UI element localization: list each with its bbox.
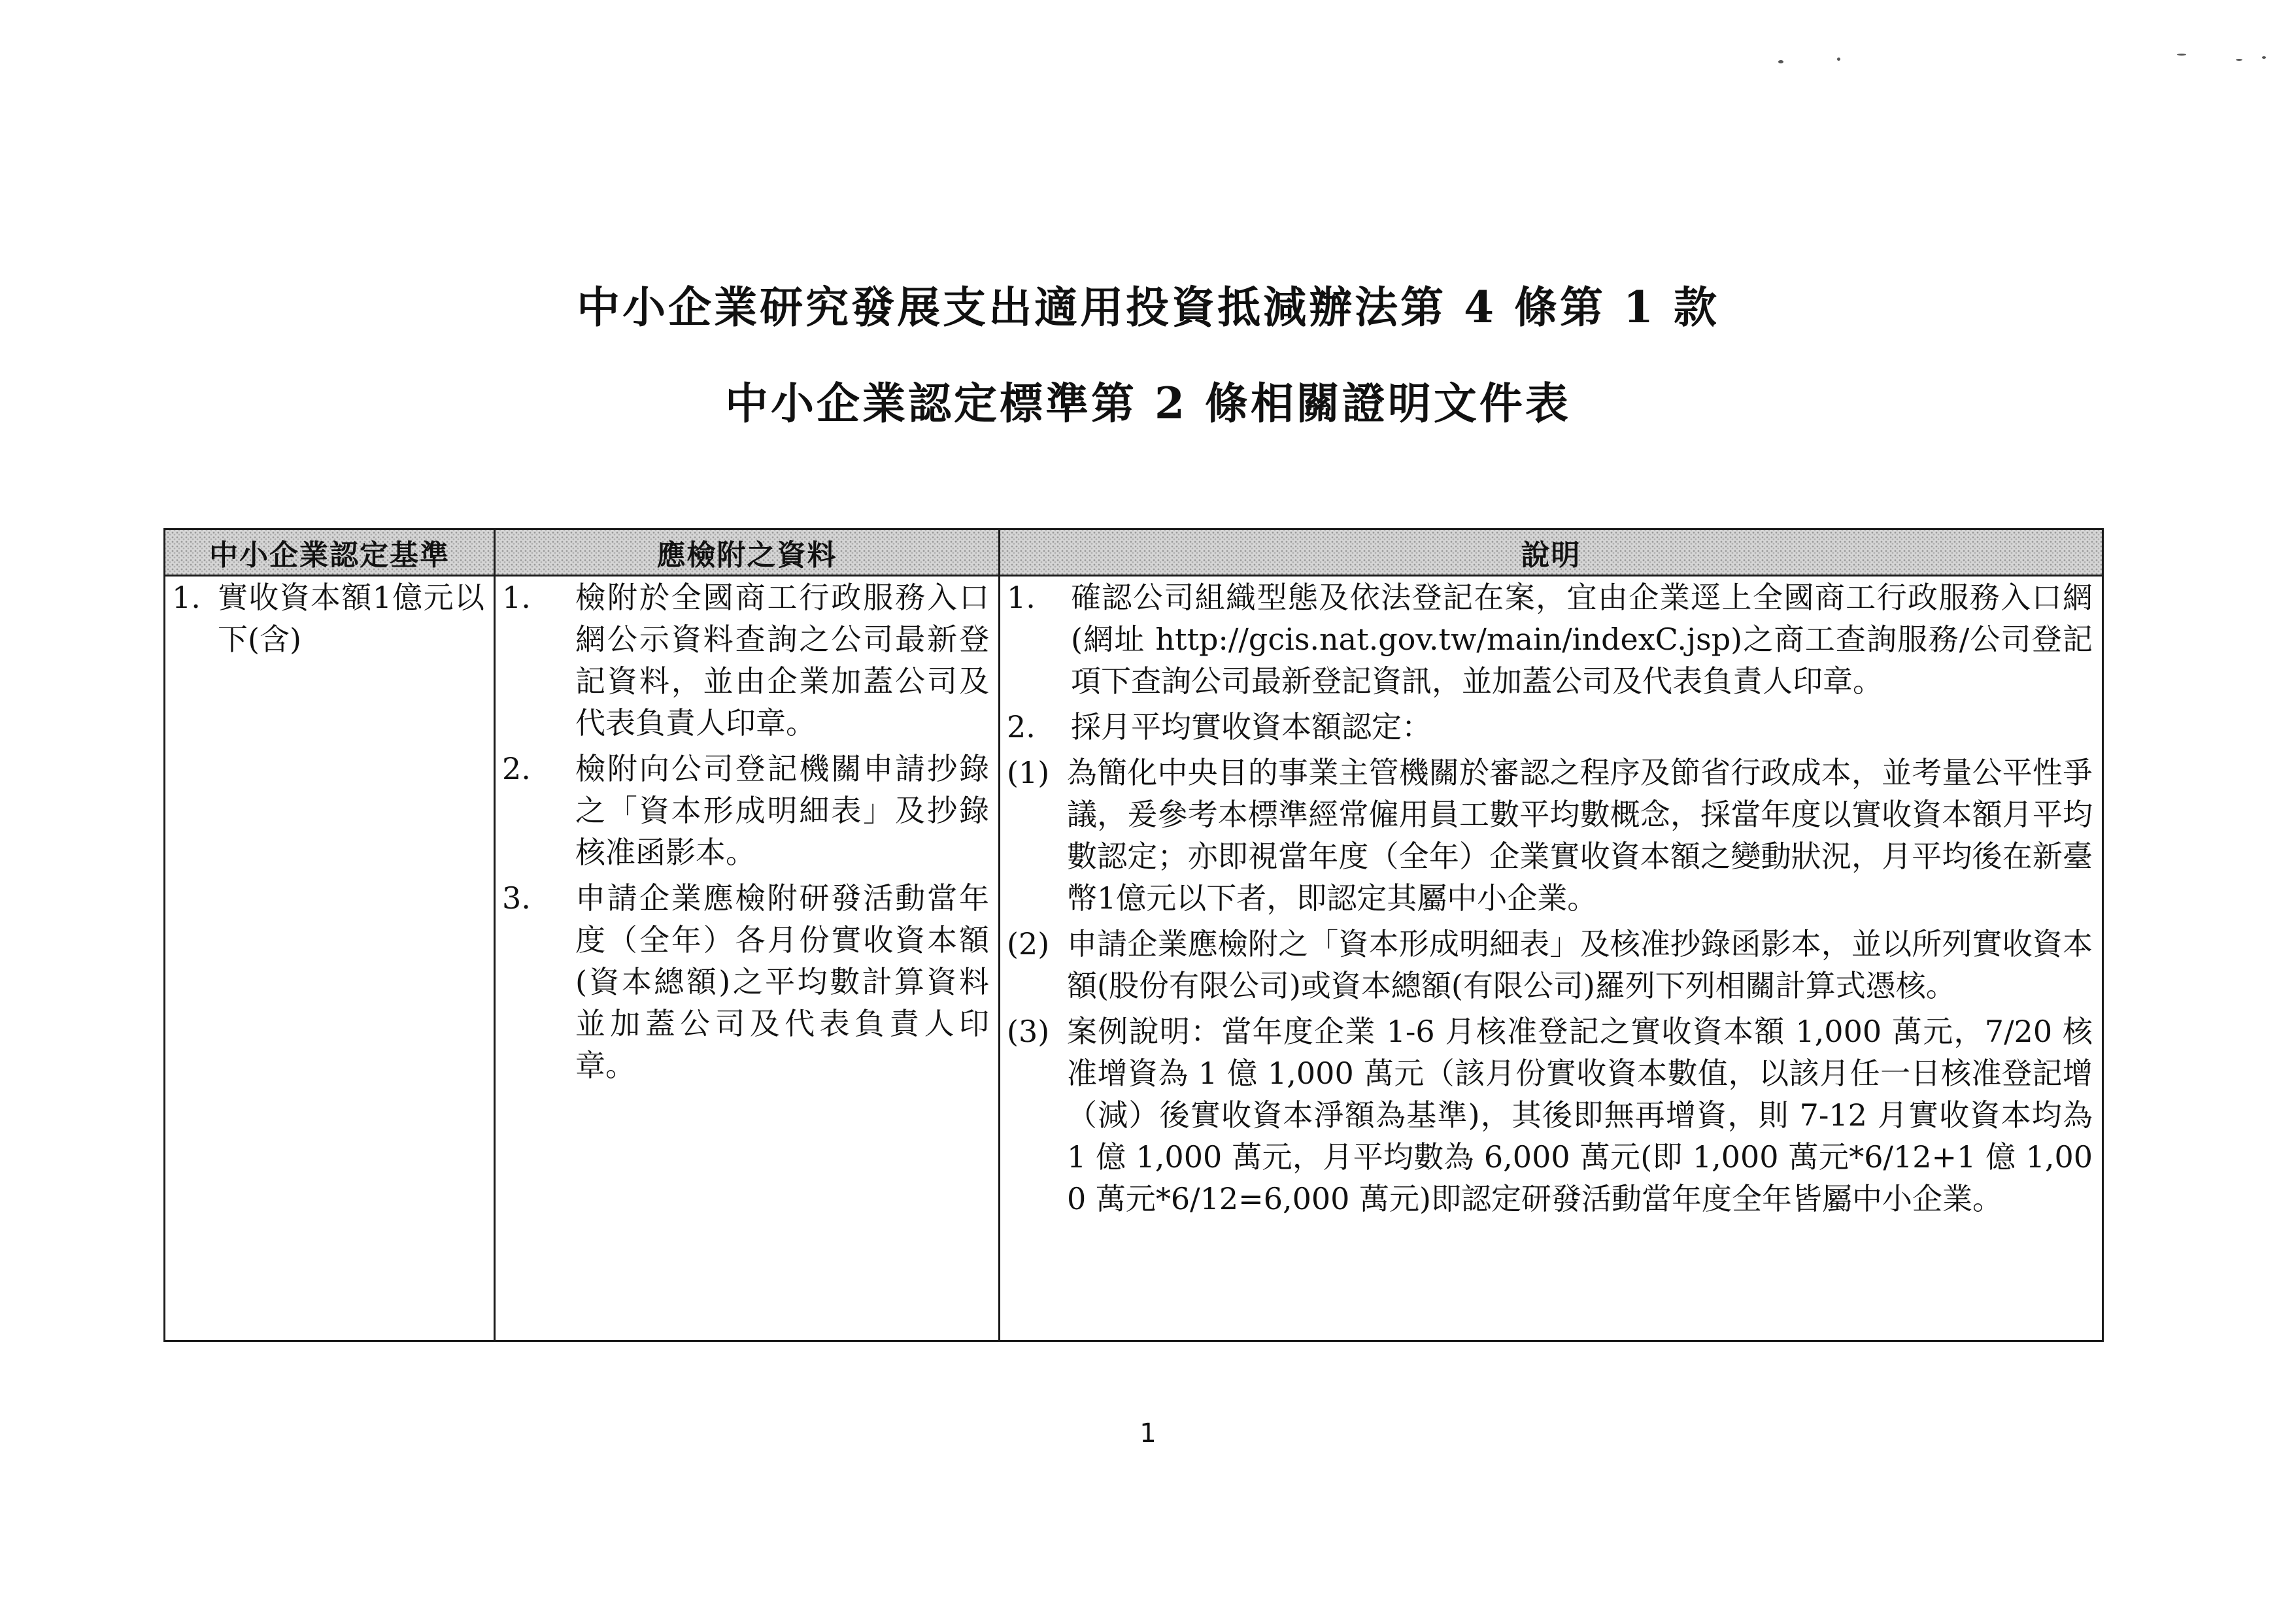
page-number: 1	[1140, 1418, 1156, 1448]
explanation-cell	[1000, 576, 2103, 1341]
header-criteria: 中小企業認定基準	[165, 529, 495, 576]
list-item	[1007, 706, 2093, 748]
item-number: 1.	[172, 580, 201, 615]
table-header-row	[165, 529, 2103, 576]
list-item	[502, 577, 989, 744]
item-number: 2.	[1007, 709, 1036, 744]
list-item	[502, 748, 989, 873]
scan-speck	[1837, 58, 1840, 61]
required-documents-cell	[495, 576, 1000, 1341]
item-number: 1.	[1007, 580, 1036, 615]
item-text: 為簡化中央目的事業主管機關於審認之程序及節省行政成本，並考量公平性爭議，爰參考本標準經常僱用員工數平均數概念，採當年度以實收資本額月平均數認定；亦即視當年度（全年）企業實收資本額之變動狀況，月平均後在新臺幣1億元以下者，即認定其屬中小企業。	[1067, 755, 2093, 916]
item-text: 申請企業應檢附之「資本形成明細表」及核准抄錄函影本，並以所列實收資本額(股份有限公司)或資本總額(有限公司)羅列下列相關計算式憑核。	[1067, 926, 2093, 1003]
item-text: 確認公司組織型態及依法登記在案，宜由企業逕上全國商工行政服務入口網(網址 http://gcis.nat.gov.tw/main/indexC.jsp)之商工查詢服務/公司登記項下查詢公司最新登記資訊，並加蓋公司及代表負責人印章。	[1071, 580, 2093, 699]
header-explanation: 說明	[1000, 529, 2103, 576]
item-number: 1.	[502, 580, 531, 615]
scan-speck	[2177, 54, 2186, 56]
item-number: (2)	[1007, 926, 1050, 961]
item-text: 申請企業應檢附研發活動當年度（全年）各月份實收資本額(資本總額)之平均數計算資料並加蓋公司及代表負責人印章。	[575, 880, 989, 1083]
item-number: 2.	[502, 751, 531, 786]
certification-documents-table	[163, 528, 2104, 1342]
document-subtitle: 中小企業認定標準第 2 條相關證明文件表	[725, 378, 1571, 429]
table-row	[165, 576, 2103, 1341]
scan-speck	[2262, 56, 2266, 59]
item-text: 檢附向公司登記機關申請抄錄之「資本形成明細表」及抄錄核准函影本。	[575, 751, 989, 870]
item-number: (3)	[1007, 1014, 1050, 1049]
list-item	[502, 877, 989, 1086]
list-item	[1007, 752, 2093, 919]
item-text: 檢附於全國商工行政服務入口網公示資料查詢之公司最新登記資料，並由企業加蓋公司及代表負責人印章。	[575, 580, 989, 741]
item-number: 3.	[502, 880, 531, 916]
item-text: 實收資本額1億元以下(含)	[218, 580, 484, 657]
criteria-item	[172, 577, 484, 660]
criteria-cell	[165, 576, 495, 1341]
item-text: 採月平均實收資本額認定：	[1071, 709, 1432, 744]
header-required-documents: 應檢附之資料	[495, 529, 1000, 576]
item-number: (1)	[1007, 755, 1050, 790]
list-item	[1007, 923, 2093, 1007]
scan-speck	[1778, 60, 1783, 63]
list-item	[1007, 1011, 2093, 1220]
item-text: 案例說明：當年度企業 1-6 月核准登記之實收資本額 1,000 萬元，7/20 核准增資為 1 億 1,000 萬元（該月份實收資本數值，以該月任一日核准登記增（減）後實收資本淨額為基準)，其後即無再增資，則 7-12 月實收資本均為 1 億 1,000 萬元，月平均數為 6,000 萬元(即 1,000 萬元*6/12+1 億 1,000 萬元*6/12=6,000 萬元)即認定研發活動當年度全年皆屬中小企業。	[1067, 1014, 2093, 1216]
list-item	[1007, 577, 2093, 702]
document-title: 中小企業研究發展支出適用投資抵減辦法第 4 條第 1 款	[577, 282, 1719, 333]
scan-speck	[2236, 59, 2242, 61]
